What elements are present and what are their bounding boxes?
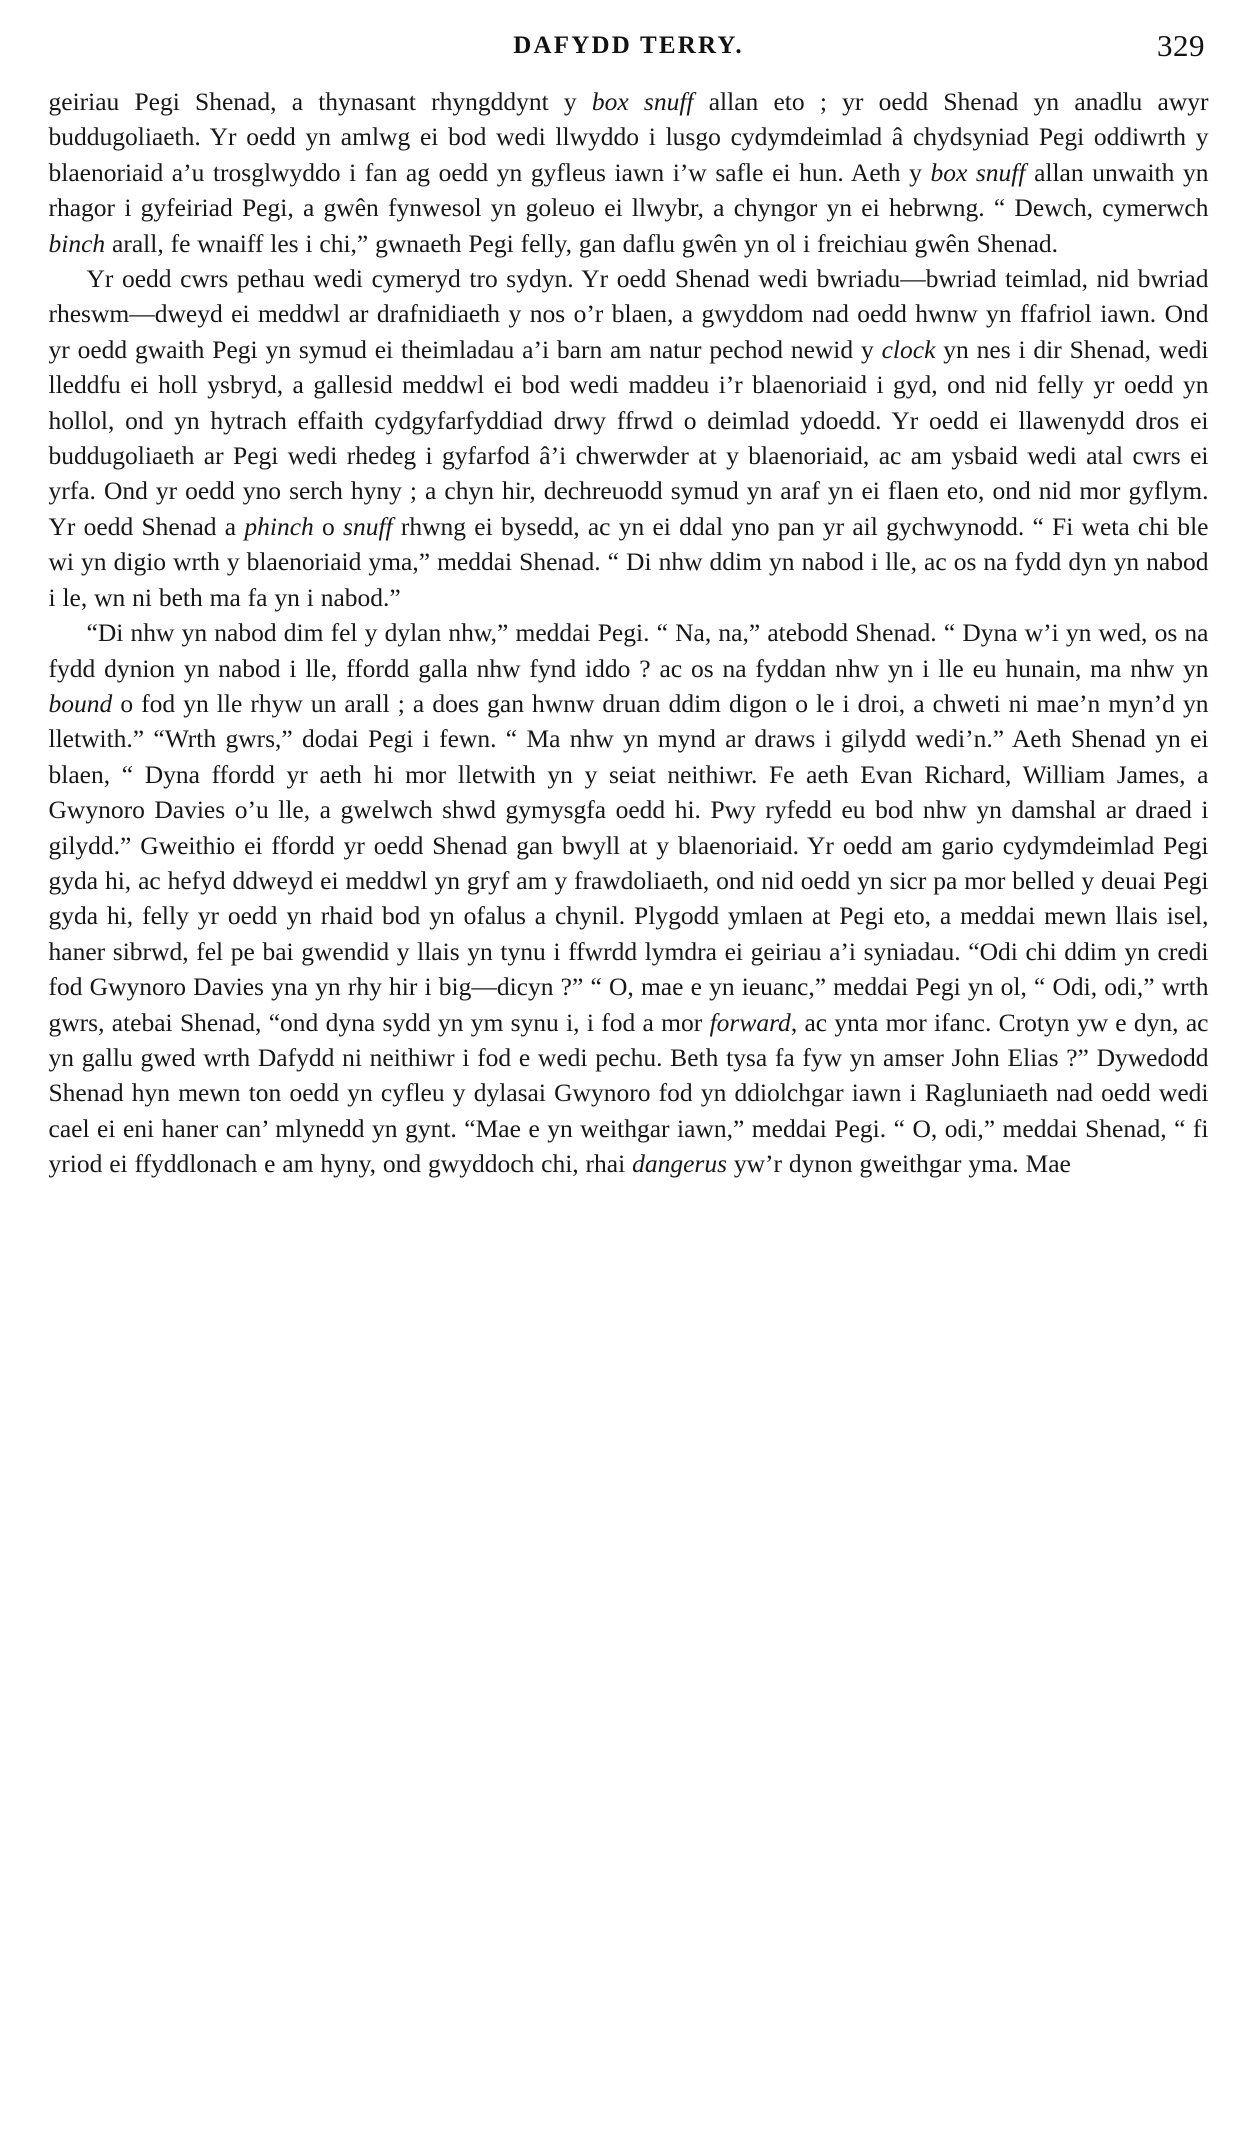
paragraph: Yr oedd cwrs pethau wedi cymeryd tro sydyn. Yr oedd Shenad wedi bwriadu—bwriad teimlad, nid bwriad rheswm—dweyd ei meddwl ar drafnidiaeth y nos o’r blaen, a gwyddom nad oedd hwnw yn ffafriol iawn. Ond yr oedd gwaith Pegi yn symud ei theimladau a’i barn am natur pechod newid y clock yn nes i dir Shenad, wedi lleddfu ei holl ysbryd, a gallesid meddwl ei bod wedi maddeu i’r blaenoriaid i gyd, ond nid felly yr oedd yn hollol, ond yn hytrach effaith cydgyfarfyddiad drwy ffrwd o deimlad ydoedd. Yr oedd ei llawenydd dros ei buddugoliaeth ar Pegi wedi rhedeg i gyfarfod â’i chwerwder at y blaenoriaid, ac am ysbaid wedi atal cwrs ei yrfa. Ond yr oedd yno serch hyny ; a chyn hir, dechreuodd symud yn araf yn ei flaen eto, ond nid mor gyflym. Yr oedd Shenad a phinch o snuff rhwng ei bysedd, ac yn ei ddal yno pan yr ail gychwynodd. “ Fi weta chi ble wi yn digio wrth y blaenoriaid yma,” meddai Shenad. “ Di nhw ddim yn nabod i lle, ac os na fydd dyn yn nabod i le, wn ni beth ma fa yn i nabod.” [48, 264, 1209, 612]
page-header [44, 28, 1213, 74]
body-text [49, 84, 1209, 1182]
paragraph: “Di nhw yn nabod dim fel y dylan nhw,” meddai Pegi. “ Na, na,” atebodd Shenad. “ Dyna w’i yn wed, os na fydd dynion yn nabod i lle, ffordd galla nhw fynd iddo ? ac os na fyddan nhw yn i lle eu hunain, ma nhw yn bound o fod yn lle rhyw un arall ; a does gan hwnw druan ddim digon o le i droi, a chweti ni mae’n myn’d yn lletwith.” “Wrth gwrs,” dodai Pegi i fewn. “ Ma nhw yn mynd ar draws i gilydd wedi’n.” Aeth Shenad yn ei blaen, “ Dyna ffordd yr aeth hi mor lletwith yn y seiat neithiwr. Fe aeth Evan Richard, William James, a Gwynoro Davies o’u lle, a gwelwch shwd gymysgfa oedd hi. Pwy ryfedd eu bod nhw yn damshal ar draed i gilydd.” Gweithio ei ffordd yr oedd Shenad gan bwyll at y blaenoriaid. Yr oedd am gario cydymdeimlad Pegi gyda hi, ac hefyd ddweyd ei meddwl yn gryf am y frawdoliaeth, ond nid oedd yn sicr pa mor belled y deuai Pegi gyda hi, felly yr oedd yn rhaid bod yn ofalus a chynil. Plygodd ymlaen at Pegi eto, a meddai mewn llais isel, haner sibrwd, fel pe bai gwendid y llais yn tynu i ffwrdd lymdra ei geiriau a’i syniadau. “Odi chi ddim yn credi fod Gwynoro Davies yna yn rhy hir i big—dicyn ?” “ O, mae e yn ieuanc,” meddai Pegi yn ol, “ Odi, odi,” wrth gwrs, atebai Shenad, “ond dyna sydd yn ym synu i, i fod a mor forward, ac ynta mor ifanc. Crotyn yw e dyn, ac yn gallu gwed wrth Dafydd ni neithiwr i fod e wedi pechu. Beth tysa fa fyw yn amser John Elias ?” Dywedodd Shenad hyn mewn ton oedd yn cyfleu y dylasai Gwynoro fod yn ddiolchgar iawn i Ragluniaeth nad oedd wedi cael ei eni haner can’ mlynedd yn gynt. “Mae e yn weithgar iawn,” meddai Pegi. “ O, odi,” meddai Shenad, “ fi yriod ei ffyddlonach e am hyny, ond gwyddoch chi, rhai dangerus yw’r dynon gweithgar yma. Mae [48, 618, 1209, 1179]
paragraph: geiriau Pegi Shenad, a thynasant rhyngddynt y box snuff allan eto ; yr oedd Shenad yn anadlu awyr buddugoliaeth. Yr oedd yn amlwg ei bod wedi llwyddo i lusgo cydymdeimlad â chydsyniad Pegi oddiwrth y blaenoriaid a’u trosglwyddo i fan ag oedd yn gyfleus iawn i’w safle ei hun. Aeth y box snuff allan unwaith yn rhagor i gyfeiriad Pegi, a gwên fynwesol yn goleuo ei llwybr, a chyngor yn ei hebrwng. “ Dewch, cymerwch binch arall, fe wnaiff les i chi,” gwnaeth Pegi felly, gan daflu gwên yn ol i freichiau gwên Shenad. [48, 87, 1209, 258]
page-number: 329 [1157, 28, 1205, 63]
running-head: DAFYDD TERRY. [513, 32, 744, 59]
